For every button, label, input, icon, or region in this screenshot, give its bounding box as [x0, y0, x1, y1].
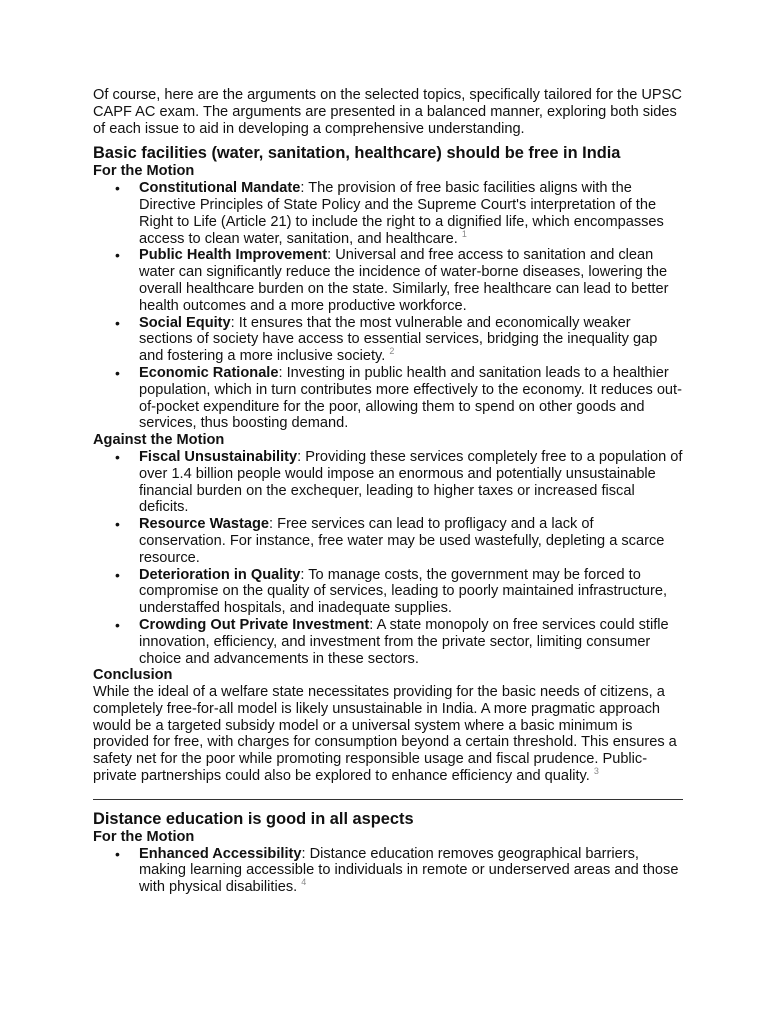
- section-2-for-heading: For the Motion: [93, 828, 195, 845]
- item-term: Crowding Out Private Investment: [139, 616, 370, 633]
- item-term: Economic Rationale: [139, 364, 279, 381]
- footnote-ref[interactable]: 3: [593, 766, 599, 777]
- footnote-ref[interactable]: 2: [389, 346, 395, 357]
- section-2-for-list: [93, 846, 683, 896]
- document-content: [93, 87, 683, 896]
- section-1-conclusion-heading: Conclusion: [93, 667, 173, 684]
- section-1-for-heading: For the Motion: [93, 163, 195, 180]
- item-text: : Universal and free access to sanitation and clean water can significantly reduce the incidence of water-borne diseases, lowering the overall healthcare burden on the state. Similarly, free healthcare can lead to better health outcomes and a more productive workforce.: [139, 247, 669, 314]
- item-text: : Free services can lead to profligacy and a lack of conservation. For instance, free water may be used wastefully, depleting a scarce resource.: [139, 516, 665, 566]
- list-item: [93, 567, 683, 617]
- item-term: Resource Wastage: [139, 516, 270, 533]
- list-item: [93, 180, 683, 247]
- section-1-against-heading: Against the Motion: [93, 432, 225, 449]
- item-text: : To manage costs, the government may be forced to compromise on the quality of services, leading to poorly maintained infrastructure, understaffed hospitals, and inadequate supplies.: [139, 566, 668, 617]
- item-text: : It ensures that the most vulnerable and economically weaker sections of society have access to essential services, bridging the inequality gap and fostering a more inclusive society.: [139, 314, 658, 365]
- intro-paragraph: Of course, here are the arguments on the selected topics, specifically tailored for the UPSC CAPF AC exam. The arguments are presented in a balanced manner, exploring both sides of each issue to aid in developing a comprehensive understanding.: [93, 87, 682, 137]
- footnote-ref[interactable]: 1: [461, 228, 467, 239]
- list-item: [93, 846, 683, 896]
- list-item: [93, 247, 683, 314]
- section-1-conclusion-text: [93, 684, 683, 785]
- item-term: Enhanced Accessibility: [139, 845, 302, 862]
- section-divider: [93, 799, 683, 800]
- list-item: [93, 315, 683, 365]
- section-2-title: Distance education is good in all aspects: [93, 809, 414, 828]
- item-term: Social Equity: [139, 314, 231, 331]
- section-1-for-list: [93, 180, 683, 432]
- item-term: Fiscal Unsustainability: [139, 448, 298, 465]
- list-item: [93, 365, 683, 432]
- section-1-title: Basic facilities (water, sanitation, healthcare) should be free in India: [93, 144, 621, 163]
- item-term: Public Health Improvement: [139, 247, 328, 264]
- list-item: [93, 449, 683, 516]
- section-1-against-list: [93, 449, 683, 667]
- list-item: [93, 516, 683, 566]
- item-term: Constitutional Mandate: [139, 180, 301, 197]
- item-text: : Investing in public health and sanitation leads to a healthier population, which in turn contributes more effectively to the economy. It reduces out-of-pocket expenditure for the poor, allowing them to spend on other goods and services, thus boosting demand.: [139, 364, 682, 432]
- item-text: : A state monopoly on free services could stifle innovation, efficiency, and investment from the private sector, limiting consumer choice and advancements in these sectors.: [139, 616, 669, 667]
- conclusion-body: While the ideal of a welfare state necessitates providing for the basic needs of citizens, a completely free-for-all model is likely unsustainable in India. A more pragmatic approach would be a targeted subsidy model or a universal system where a basic minimum is provided for free, with charges for consumption beyond a certain threshold. This ensures a safety net for the poor while promoting responsible usage and fiscal prudence. Public-private partnerships could also be explored to enhance efficiency and quality.: [93, 684, 677, 785]
- item-text: : Providing these services completely free to a population of over 1.4 billion people would impose an enormous and potentially unsustainable financial burden on the exchequer, leading to higher taxes or increased fiscal deficits.: [139, 448, 683, 516]
- item-term: Deterioration in Quality: [139, 566, 301, 583]
- list-item: [93, 617, 683, 667]
- footnote-ref[interactable]: 4: [301, 877, 307, 888]
- item-text: : The provision of free basic facilities aligns with the Directive Principles of State Policy and the Supreme Court's interpretation of the Right to Life (Article 21) to include the right to a dignified life, which encompasses access to clean water, sanitation, and healthcare.: [139, 180, 664, 247]
- item-text: : Distance education removes geographical barriers, making learning accessible to individuals in remote or underserved areas and those with physical disabilities.: [139, 845, 679, 896]
